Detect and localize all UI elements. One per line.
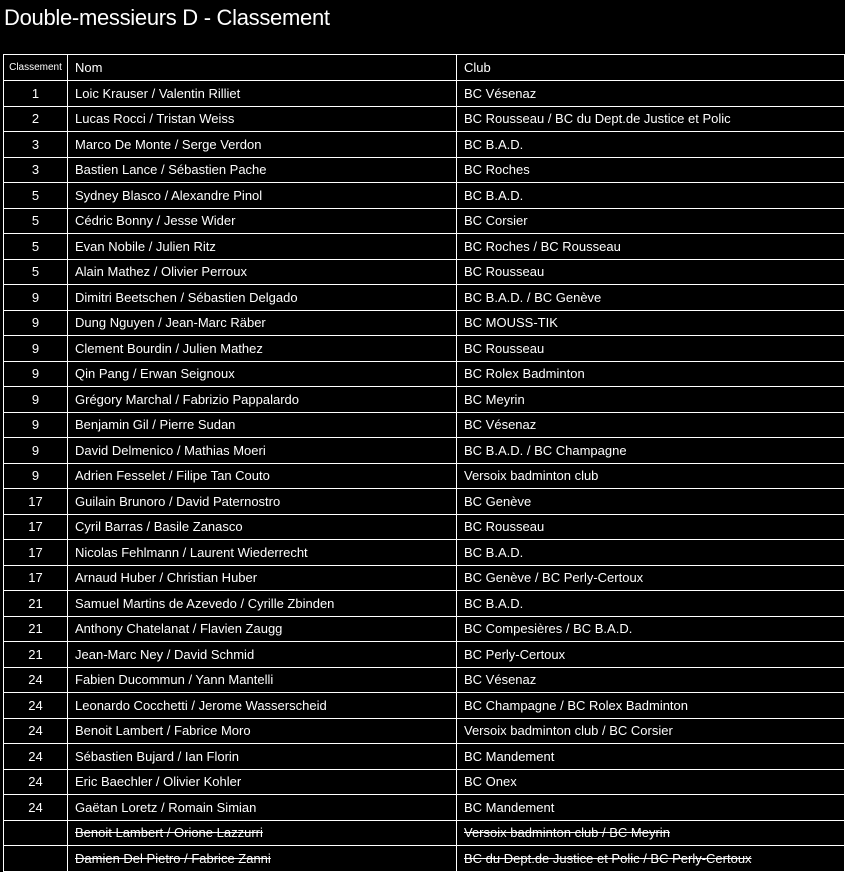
club-cell bbox=[457, 285, 845, 311]
name-cell bbox=[68, 81, 457, 107]
club-names: BC MOUSS-TIK bbox=[464, 315, 558, 331]
name-cell bbox=[68, 208, 457, 234]
club-names: BC Roches bbox=[464, 162, 530, 178]
table-row bbox=[4, 642, 845, 668]
player-names: Damien Del Pietro / Fabrice Zanni bbox=[75, 850, 271, 866]
table-row bbox=[4, 489, 845, 515]
rank-cell: 17 bbox=[4, 489, 68, 515]
club-names: BC Compesières / BC B.A.D. bbox=[464, 621, 633, 637]
club-cell bbox=[457, 132, 845, 158]
rank-cell: 21 bbox=[4, 591, 68, 617]
page-title: Double-messieurs D - Classement bbox=[4, 5, 330, 30]
club-names: BC Genève / BC Perly-Certoux bbox=[464, 570, 644, 586]
table-row bbox=[4, 616, 845, 642]
table-row bbox=[4, 183, 845, 209]
rank-cell: 9 bbox=[4, 336, 68, 362]
name-cell bbox=[68, 820, 457, 846]
club-names: BC Vésenaz bbox=[464, 85, 537, 101]
name-cell bbox=[68, 234, 457, 260]
club-names: BC Roches / BC Rousseau bbox=[464, 238, 621, 254]
club-names: BC Rousseau bbox=[464, 519, 545, 535]
club-names: BC Mandement bbox=[464, 799, 555, 815]
club-cell bbox=[457, 820, 845, 846]
table-row bbox=[4, 540, 845, 566]
player-names: Jean-Marc Ney / David Schmid bbox=[75, 646, 255, 662]
player-names: Cyril Barras / Basile Zanasco bbox=[75, 519, 243, 535]
club-names: BC B.A.D. / BC Champagne bbox=[464, 442, 627, 458]
club-names: BC Vésenaz bbox=[464, 417, 537, 433]
rank-cell: 21 bbox=[4, 616, 68, 642]
player-names: Lucas Rocci / Tristan Weiss bbox=[75, 111, 235, 127]
name-cell bbox=[68, 387, 457, 413]
name-cell bbox=[68, 259, 457, 285]
club-names: BC Rolex Badminton bbox=[464, 366, 585, 382]
club-names: BC du Dept.de Justice et Polic / BC Perly-Certoux bbox=[464, 850, 752, 866]
name-cell bbox=[68, 744, 457, 770]
rank-cell: 9 bbox=[4, 361, 68, 387]
table-row bbox=[4, 387, 845, 413]
player-names: Bastien Lance / Sébastien Pache bbox=[75, 162, 267, 178]
rank-cell: 24 bbox=[4, 667, 68, 693]
club-cell bbox=[457, 336, 845, 362]
club-cell bbox=[457, 310, 845, 336]
club-cell bbox=[457, 642, 845, 668]
table-row bbox=[4, 463, 845, 489]
table-row bbox=[4, 769, 845, 795]
name-cell bbox=[68, 693, 457, 719]
player-names: Arnaud Huber / Christian Huber bbox=[75, 570, 258, 586]
club-names: BC Perly-Certoux bbox=[464, 646, 566, 662]
name-cell bbox=[68, 106, 457, 132]
club-cell bbox=[457, 183, 845, 209]
name-cell bbox=[68, 361, 457, 387]
name-cell bbox=[68, 616, 457, 642]
rank-cell: 24 bbox=[4, 693, 68, 719]
player-names: Benoit Lambert / Orione Lazzurri bbox=[75, 825, 263, 841]
name-cell bbox=[68, 846, 457, 872]
player-names: Clement Bourdin / Julien Mathez bbox=[75, 340, 263, 356]
player-names: Benoit Lambert / Fabrice Moro bbox=[75, 723, 251, 739]
rank-cell: 9 bbox=[4, 463, 68, 489]
table-row bbox=[4, 157, 845, 183]
rank-cell: 5 bbox=[4, 183, 68, 209]
club-cell bbox=[457, 259, 845, 285]
club-names: BC Corsier bbox=[464, 213, 528, 229]
player-names: Nicolas Fehlmann / Laurent Wiederrecht bbox=[75, 544, 308, 560]
player-names: Guilain Brunoro / David Paternostro bbox=[75, 493, 281, 509]
name-cell bbox=[68, 540, 457, 566]
club-cell bbox=[457, 667, 845, 693]
rank-cell: 17 bbox=[4, 514, 68, 540]
table-row bbox=[4, 667, 845, 693]
club-names: Versoix badminton club bbox=[464, 468, 599, 484]
rank-cell: 2 bbox=[4, 106, 68, 132]
club-cell bbox=[457, 106, 845, 132]
rank-cell: 24 bbox=[4, 718, 68, 744]
table-row bbox=[4, 285, 845, 311]
name-cell bbox=[68, 642, 457, 668]
player-names: Anthony Chatelanat / Flavien Zaugg bbox=[75, 621, 283, 637]
rank-cell: 5 bbox=[4, 234, 68, 260]
name-cell bbox=[68, 132, 457, 158]
club-cell bbox=[457, 412, 845, 438]
header-club: Club bbox=[457, 55, 845, 81]
header-rank: Classement bbox=[4, 55, 68, 81]
table-header-row bbox=[4, 55, 845, 81]
club-cell bbox=[457, 591, 845, 617]
club-names: BC Champagne / BC Rolex Badminton bbox=[464, 697, 689, 713]
player-names: Marco De Monte / Serge Verdon bbox=[75, 136, 262, 152]
player-names: Sébastien Bujard / Ian Florin bbox=[75, 748, 240, 764]
table-row bbox=[4, 820, 845, 846]
table-row bbox=[4, 234, 845, 260]
name-cell bbox=[68, 565, 457, 591]
club-names: BC Onex bbox=[464, 774, 517, 790]
name-cell bbox=[68, 667, 457, 693]
rank-cell: 3 bbox=[4, 132, 68, 158]
club-cell bbox=[457, 81, 845, 107]
name-cell bbox=[68, 463, 457, 489]
player-names: Qin Pang / Erwan Seignoux bbox=[75, 366, 235, 382]
rank-cell: 9 bbox=[4, 387, 68, 413]
club-cell bbox=[457, 744, 845, 770]
club-cell bbox=[457, 769, 845, 795]
rank-cell: 17 bbox=[4, 565, 68, 591]
club-names: BC Rousseau bbox=[464, 340, 545, 356]
player-names: Grégory Marchal / Fabrizio Pappalardo bbox=[75, 391, 299, 407]
name-cell bbox=[68, 795, 457, 821]
player-names: Dung Nguyen / Jean-Marc Räber bbox=[75, 315, 266, 331]
rank-cell bbox=[4, 820, 68, 846]
table-row bbox=[4, 81, 845, 107]
player-names: Alain Mathez / Olivier Perroux bbox=[75, 264, 247, 280]
rank-cell bbox=[4, 846, 68, 872]
table-row bbox=[4, 259, 845, 285]
name-cell bbox=[68, 438, 457, 464]
table-row bbox=[4, 718, 845, 744]
rank-cell: 9 bbox=[4, 438, 68, 464]
table-row bbox=[4, 795, 845, 821]
rank-cell: 24 bbox=[4, 744, 68, 770]
club-cell bbox=[457, 463, 845, 489]
club-cell bbox=[457, 438, 845, 464]
rank-cell: 9 bbox=[4, 285, 68, 311]
rank-cell: 24 bbox=[4, 769, 68, 795]
header-name: Nom bbox=[68, 55, 457, 81]
club-cell bbox=[457, 489, 845, 515]
table-row bbox=[4, 514, 845, 540]
player-names: Benjamin Gil / Pierre Sudan bbox=[75, 417, 236, 433]
player-names: Dimitri Beetschen / Sébastien Delgado bbox=[75, 289, 298, 305]
club-cell bbox=[457, 157, 845, 183]
rank-cell: 1 bbox=[4, 81, 68, 107]
club-names: BC Meyrin bbox=[464, 391, 525, 407]
club-names: BC B.A.D. bbox=[464, 187, 524, 203]
club-names: BC B.A.D. bbox=[464, 136, 524, 152]
club-cell bbox=[457, 693, 845, 719]
club-cell bbox=[457, 846, 845, 872]
club-cell bbox=[457, 361, 845, 387]
name-cell bbox=[68, 183, 457, 209]
rank-cell: 24 bbox=[4, 795, 68, 821]
name-cell bbox=[68, 157, 457, 183]
club-cell bbox=[457, 514, 845, 540]
rank-cell: 5 bbox=[4, 259, 68, 285]
table-row bbox=[4, 693, 845, 719]
club-cell bbox=[457, 387, 845, 413]
player-names: Adrien Fesselet / Filipe Tan Couto bbox=[75, 468, 270, 484]
club-names: BC Rousseau bbox=[464, 264, 545, 280]
club-cell bbox=[457, 565, 845, 591]
player-names: Fabien Ducommun / Yann Mantelli bbox=[75, 672, 274, 688]
club-names: Versoix badminton club / BC Meyrin bbox=[464, 825, 670, 841]
club-names: BC B.A.D. bbox=[464, 544, 524, 560]
ranking-table bbox=[3, 54, 845, 872]
rank-cell: 9 bbox=[4, 310, 68, 336]
player-names: Samuel Martins de Azevedo / Cyrille Zbinden bbox=[75, 595, 335, 611]
name-cell bbox=[68, 591, 457, 617]
club-names: Versoix badminton club / BC Corsier bbox=[464, 723, 673, 739]
table-row bbox=[4, 412, 845, 438]
name-cell bbox=[68, 310, 457, 336]
name-cell bbox=[68, 336, 457, 362]
table-row bbox=[4, 132, 845, 158]
club-cell bbox=[457, 208, 845, 234]
name-cell bbox=[68, 769, 457, 795]
table-row bbox=[4, 361, 845, 387]
player-names: Evan Nobile / Julien Ritz bbox=[75, 238, 216, 254]
table-row bbox=[4, 336, 845, 362]
club-cell bbox=[457, 616, 845, 642]
table-row bbox=[4, 846, 845, 872]
table-row bbox=[4, 106, 845, 132]
name-cell bbox=[68, 412, 457, 438]
player-names: Cédric Bonny / Jesse Wider bbox=[75, 213, 236, 229]
name-cell bbox=[68, 285, 457, 311]
player-names: David Delmenico / Mathias Moeri bbox=[75, 442, 266, 458]
table-row bbox=[4, 591, 845, 617]
player-names: Gaëtan Loretz / Romain Simian bbox=[75, 799, 257, 815]
club-names: BC B.A.D. bbox=[464, 595, 524, 611]
club-cell bbox=[457, 795, 845, 821]
rank-cell: 17 bbox=[4, 540, 68, 566]
club-names: BC Vésenaz bbox=[464, 672, 537, 688]
club-names: BC Genève bbox=[464, 493, 532, 509]
rank-cell: 21 bbox=[4, 642, 68, 668]
club-names: BC Mandement bbox=[464, 748, 555, 764]
name-cell bbox=[68, 489, 457, 515]
club-cell bbox=[457, 718, 845, 744]
rank-cell: 3 bbox=[4, 157, 68, 183]
table-row bbox=[4, 565, 845, 591]
name-cell bbox=[68, 718, 457, 744]
rank-cell: 9 bbox=[4, 412, 68, 438]
club-cell bbox=[457, 234, 845, 260]
name-cell bbox=[68, 514, 457, 540]
club-names: BC B.A.D. / BC Genève bbox=[464, 289, 602, 305]
player-names: Eric Baechler / Olivier Kohler bbox=[75, 774, 242, 790]
table-row bbox=[4, 438, 845, 464]
player-names: Loic Krauser / Valentin Rilliet bbox=[75, 85, 241, 101]
club-names: BC Rousseau / BC du Dept.de Justice et Polic bbox=[464, 111, 731, 127]
table-row bbox=[4, 208, 845, 234]
player-names: Leonardo Cocchetti / Jerome Wasserscheid bbox=[75, 697, 327, 713]
player-names: Sydney Blasco / Alexandre Pinol bbox=[75, 187, 263, 203]
rank-cell: 5 bbox=[4, 208, 68, 234]
table-row bbox=[4, 310, 845, 336]
table-row bbox=[4, 744, 845, 770]
club-cell bbox=[457, 540, 845, 566]
